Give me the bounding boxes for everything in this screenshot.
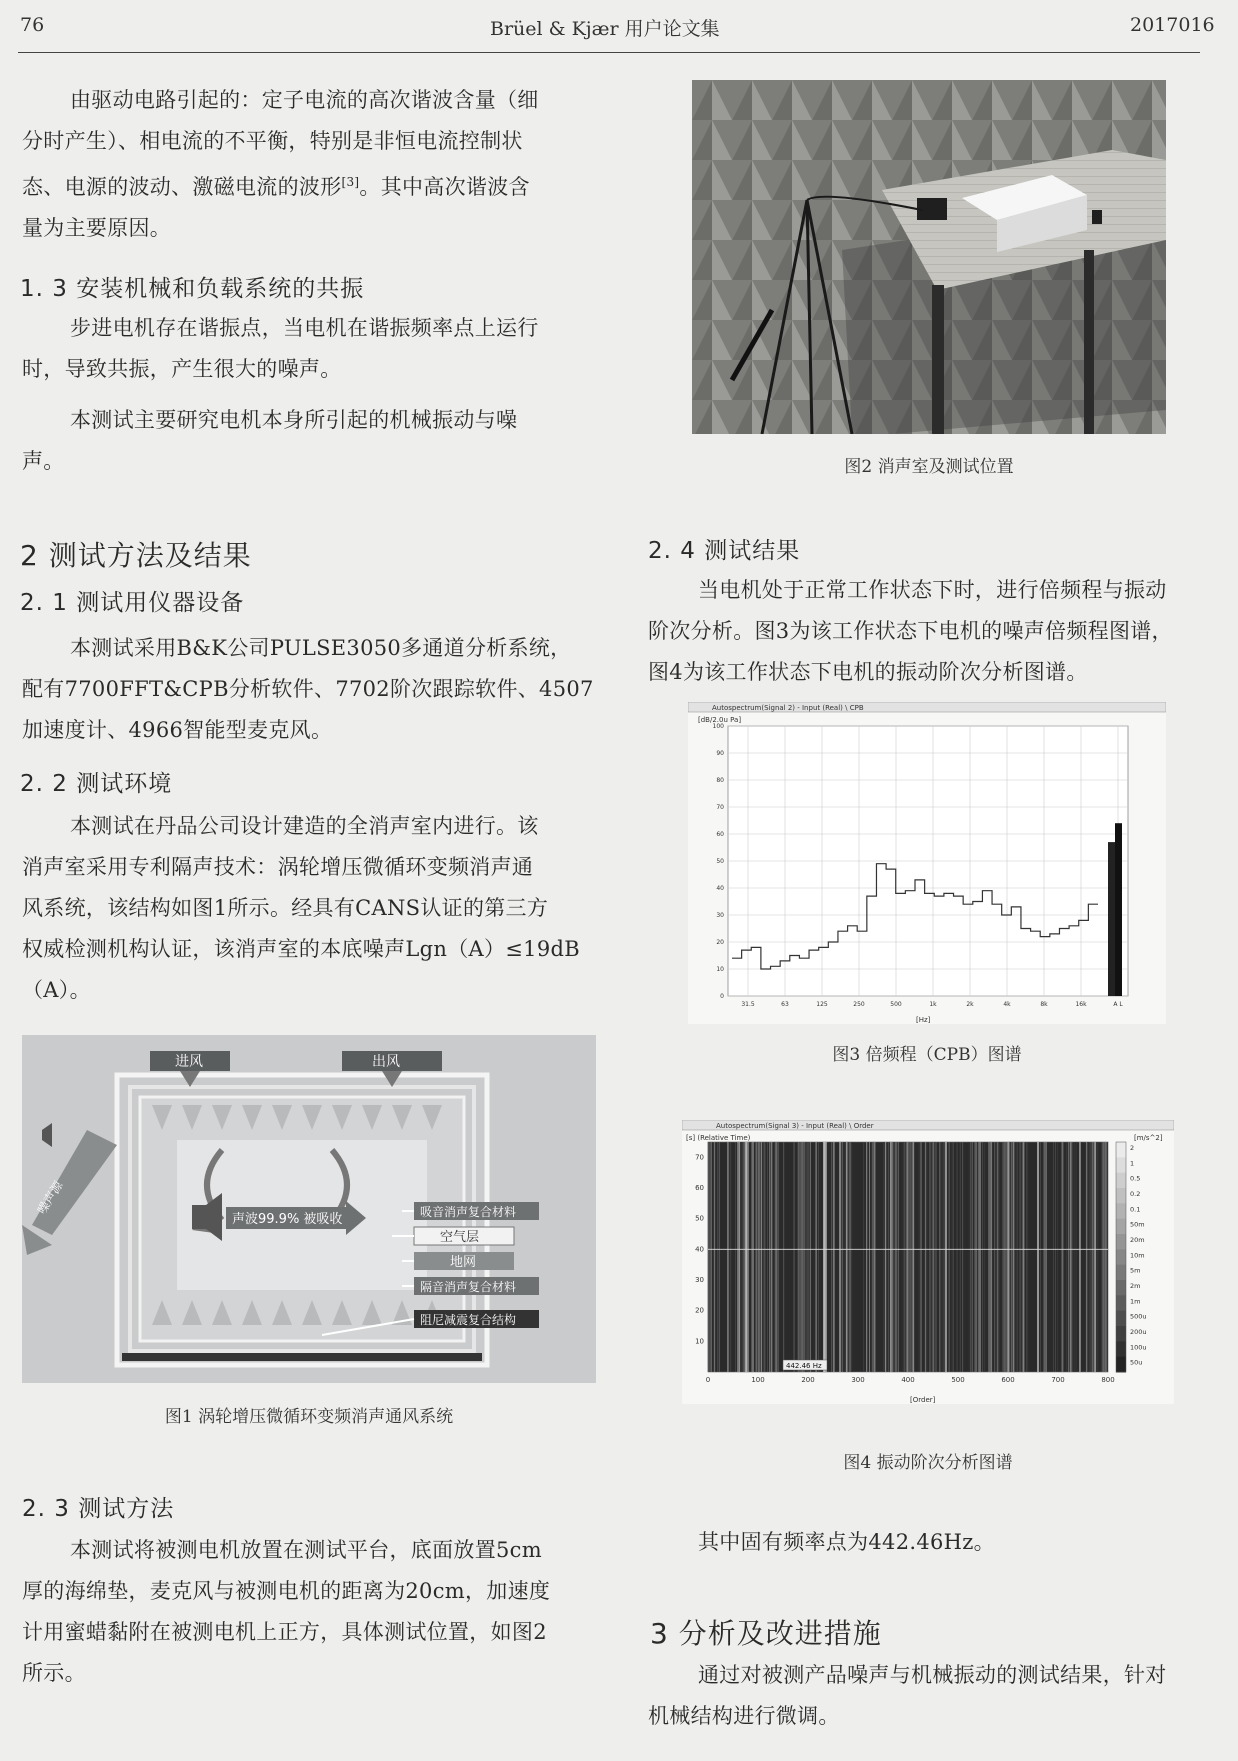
heading-2-4: 2. 4 测试结果 — [648, 538, 801, 564]
order-xtick-label: 100 — [751, 1376, 765, 1384]
colorbar-segment — [1116, 1157, 1126, 1173]
cpb-ytick-label: 90 — [716, 750, 724, 757]
order-ytick-label: 10 — [695, 1337, 704, 1346]
heading-3: 3 分析及改进措施 — [650, 1617, 882, 1650]
order-ytick-label: 60 — [695, 1184, 704, 1192]
legend-item-air: 空气层 — [440, 1230, 480, 1245]
order-xtick-label: 800 — [1101, 1376, 1115, 1384]
page-number: 76 — [20, 14, 45, 36]
heading-2-2: 2. 2 测试环境 — [20, 771, 173, 797]
fig3-unit: [dB/2.0u Pa] — [698, 716, 742, 724]
cpb-ytick-label: 10 — [716, 966, 724, 973]
colorbar-segment — [1116, 1234, 1126, 1250]
heading-2: 2 测试方法及结果 — [20, 539, 252, 572]
paragraph-9: 通过对被测产品噪声与机械振动的测试结果，针对 机械结构进行微调。 — [648, 1663, 1167, 1728]
paragraph-1: 由驱动电路引起的：定子电流的高次谐波含量（细 分时产生）、相电流的不平衡，特别是非恒电流控制状 态、电源的波动、激磁电流的波形[3]。其中高次谐波含 量为主要原因。 — [22, 88, 539, 240]
figure-2-caption: 图2 消声室及测试位置 — [844, 457, 1014, 477]
colorbar-segment — [1116, 1173, 1126, 1189]
cpb-ytick-label: 30 — [716, 912, 724, 919]
figure-4-order-spectrogram — [682, 1120, 1174, 1404]
cpb-xtick-label: 500 — [890, 1001, 902, 1008]
cpb-xtick-label: 250 — [853, 1001, 865, 1008]
inlet-label: 进风 — [175, 1054, 203, 1070]
order-ytick-label: 50 — [695, 1214, 704, 1223]
figure-1-ventilation-diagram — [22, 1035, 596, 1383]
order-ytick-label: 40 — [695, 1245, 704, 1254]
fig3-title: Autospectrum(Signal 2) - Input (Real) \ CPB — [712, 704, 864, 712]
order-marker-label: 442.46 Hz — [786, 1362, 822, 1370]
cpb-xtick-label: 16k — [1075, 1001, 1087, 1008]
colorbar-segment — [1116, 1280, 1126, 1296]
paragraph-5: 本测试在丹品公司设计建造的全消声室内进行。该 消声室采用专利隔声技术：涡轮增压微循环变频消声通 风系统，该结构如图1所示。经具有CANS认证的第三方 权威检测机构认证，该消声室的本底噪声Lgn（A）≤19dB （A）。 — [22, 814, 580, 1002]
legend-item-damping: 阻尼减震复合结构 — [420, 1313, 517, 1327]
fig4-title: Autospectrum(Signal 3) - Input (Real) \ Order — [716, 1122, 874, 1130]
order-xtick-label: 400 — [901, 1376, 915, 1384]
header-rule — [18, 52, 1200, 53]
paragraph-7: 当电机处于正常工作状态下时，进行倍频程与振动 阶次分析。图3为该工作状态下电机的噪声倍频程图谱， 图4为该工作状态下电机的振动阶次分析图谱。 — [648, 578, 1173, 684]
figure-3-caption: 图3 倍频程（CPB）图谱 — [832, 1045, 1022, 1065]
figure-4-caption: 图4 振动阶次分析图谱 — [843, 1453, 1013, 1473]
colorbar-segment — [1116, 1295, 1126, 1311]
colorbar-tick-label: 50m — [1130, 1220, 1145, 1229]
heading-2-1: 2. 1 测试用仪器设备 — [20, 590, 245, 616]
cpb-ytick-label: 0 — [720, 993, 724, 1000]
order-xtick-label: 500 — [951, 1376, 965, 1384]
colorbar-segment — [1116, 1326, 1126, 1342]
figure-2-photo — [692, 80, 1166, 434]
cpb-xtick-label: 2k — [966, 1001, 974, 1008]
wave-absorbed-label: 声波99.9% 被吸收 — [232, 1212, 343, 1227]
colorbar-tick-label: 0.2 — [1130, 1190, 1141, 1198]
fig4-unit: [m/s^2] — [1134, 1134, 1163, 1142]
colorbar-tick-label: 100u — [1130, 1343, 1147, 1352]
figure-1-caption: 图1 涡轮增压微循环变频消声通风系统 — [164, 1407, 454, 1427]
order-ytick-label: 20 — [695, 1306, 704, 1315]
colorbar-segment — [1116, 1357, 1126, 1373]
fig4-xlabel: [Order] — [910, 1396, 936, 1404]
colorbar-tick-label: 1 — [1130, 1159, 1135, 1168]
issue-code: 2017016 — [1130, 14, 1215, 36]
colorbar-tick-label: 5m — [1130, 1266, 1141, 1275]
cpb-ytick-label: 70 — [716, 804, 724, 811]
figure-3-cpb-chart — [688, 702, 1166, 1024]
cpb-ytick-label: 60 — [716, 831, 724, 838]
colorbar-tick-label: 500u — [1130, 1312, 1147, 1321]
fig3-xunit: [Hz] — [916, 1016, 931, 1024]
cpb-xtick-label: 125 — [816, 1001, 828, 1008]
paragraph-8: 其中固有频率点为442.46Hz。 — [698, 1530, 995, 1554]
cpb-xtick-label: 4k — [1003, 1001, 1011, 1008]
heading-2-3: 2. 3 测试方法 — [22, 1496, 175, 1522]
cpb-ytick-label: 50 — [716, 858, 724, 865]
cpb-xtick-label: 8k — [1040, 1001, 1048, 1008]
colorbar-tick-label: 20m — [1130, 1236, 1145, 1244]
legend-item-ground: 地网 — [450, 1255, 477, 1270]
order-xtick-label: 700 — [1051, 1376, 1065, 1384]
order-xtick-label: 300 — [851, 1376, 865, 1384]
colorbar-tick-label: 50u — [1130, 1358, 1143, 1367]
cpb-ytick-label: 100 — [712, 723, 724, 730]
colorbar-tick-label: 0.5 — [1130, 1174, 1141, 1183]
heading-1-3: 1. 3 安装机械和负载系统的共振 — [20, 276, 365, 302]
fig4-ylabel: [s] (Relative Time) — [686, 1134, 751, 1142]
order-xtick-label: 600 — [1001, 1376, 1015, 1384]
colorbar-segment — [1116, 1249, 1126, 1265]
colorbar-segment — [1116, 1188, 1126, 1204]
cpb-ytick-label: 80 — [716, 777, 724, 784]
cpb-xtick-label: 31.5 — [741, 1001, 755, 1008]
cpb-xtick-label: 1k — [929, 1001, 937, 1008]
colorbar-tick-label: 1m — [1130, 1297, 1141, 1306]
colorbar-tick-label: 2m — [1130, 1282, 1141, 1290]
legend-item-insulate: 隔音消声复合材料 — [420, 1280, 517, 1294]
colorbar-segment — [1116, 1311, 1126, 1327]
cpb-xtick-label: 63 — [781, 1001, 789, 1008]
colorbar-tick-label: 0.1 — [1130, 1205, 1141, 1214]
paragraph-6: 本测试将被测电机放置在测试平台，底面放置5cm 厚的海绵垫，麦克风与被测电机的距离为20cm，加速度 计用蜜蜡黏附在被测电机上正方，具体测试位置，如图2 所示。 — [22, 1538, 551, 1685]
colorbar-segment — [1116, 1265, 1126, 1281]
order-ytick-label: 30 — [695, 1276, 704, 1284]
colorbar-segment — [1116, 1341, 1126, 1357]
cpb-overall-bar — [1115, 823, 1122, 996]
colorbar-tick-label: 2 — [1130, 1144, 1135, 1152]
order-xtick-label: 0 — [705, 1376, 711, 1384]
colorbar-segment — [1116, 1219, 1126, 1235]
order-ytick-label: 70 — [695, 1153, 704, 1162]
outlet-label: 出风 — [372, 1054, 400, 1070]
cpb-xtick-label: A L — [1113, 1001, 1123, 1008]
colorbar-tick-label: 200u — [1130, 1328, 1147, 1336]
paragraph-3: 本测试主要研究电机本身所引起的机械振动与噪 声。 — [22, 408, 518, 473]
noise-source-label: 噪声源 — [34, 1178, 66, 1217]
colorbar-tick-label: 10m — [1130, 1251, 1145, 1260]
colorbar-segment — [1116, 1142, 1126, 1158]
cpb-overall-bar — [1108, 842, 1115, 996]
cpb-ytick-label: 40 — [716, 885, 724, 892]
legend-item-absorb: 吸音消声复合材料 — [420, 1205, 517, 1219]
colorbar-segment — [1116, 1203, 1126, 1219]
running-title: Brüel & Kjær 用户论文集 — [490, 18, 720, 40]
paragraph-4: 本测试采用B&K公司PULSE3050多通道分析系统， 配有7700FFT&CPB分析软件、7702阶次跟踪软件、4507 加速度计、4966智能型麦克风。 — [22, 636, 594, 742]
cpb-ytick-label: 20 — [716, 939, 724, 946]
order-xtick-label: 200 — [801, 1376, 815, 1384]
paragraph-2: 步进电机存在谐振点，当电机在谐振频率点上运行 时，导致共振，产生很大的噪声。 — [22, 316, 539, 381]
